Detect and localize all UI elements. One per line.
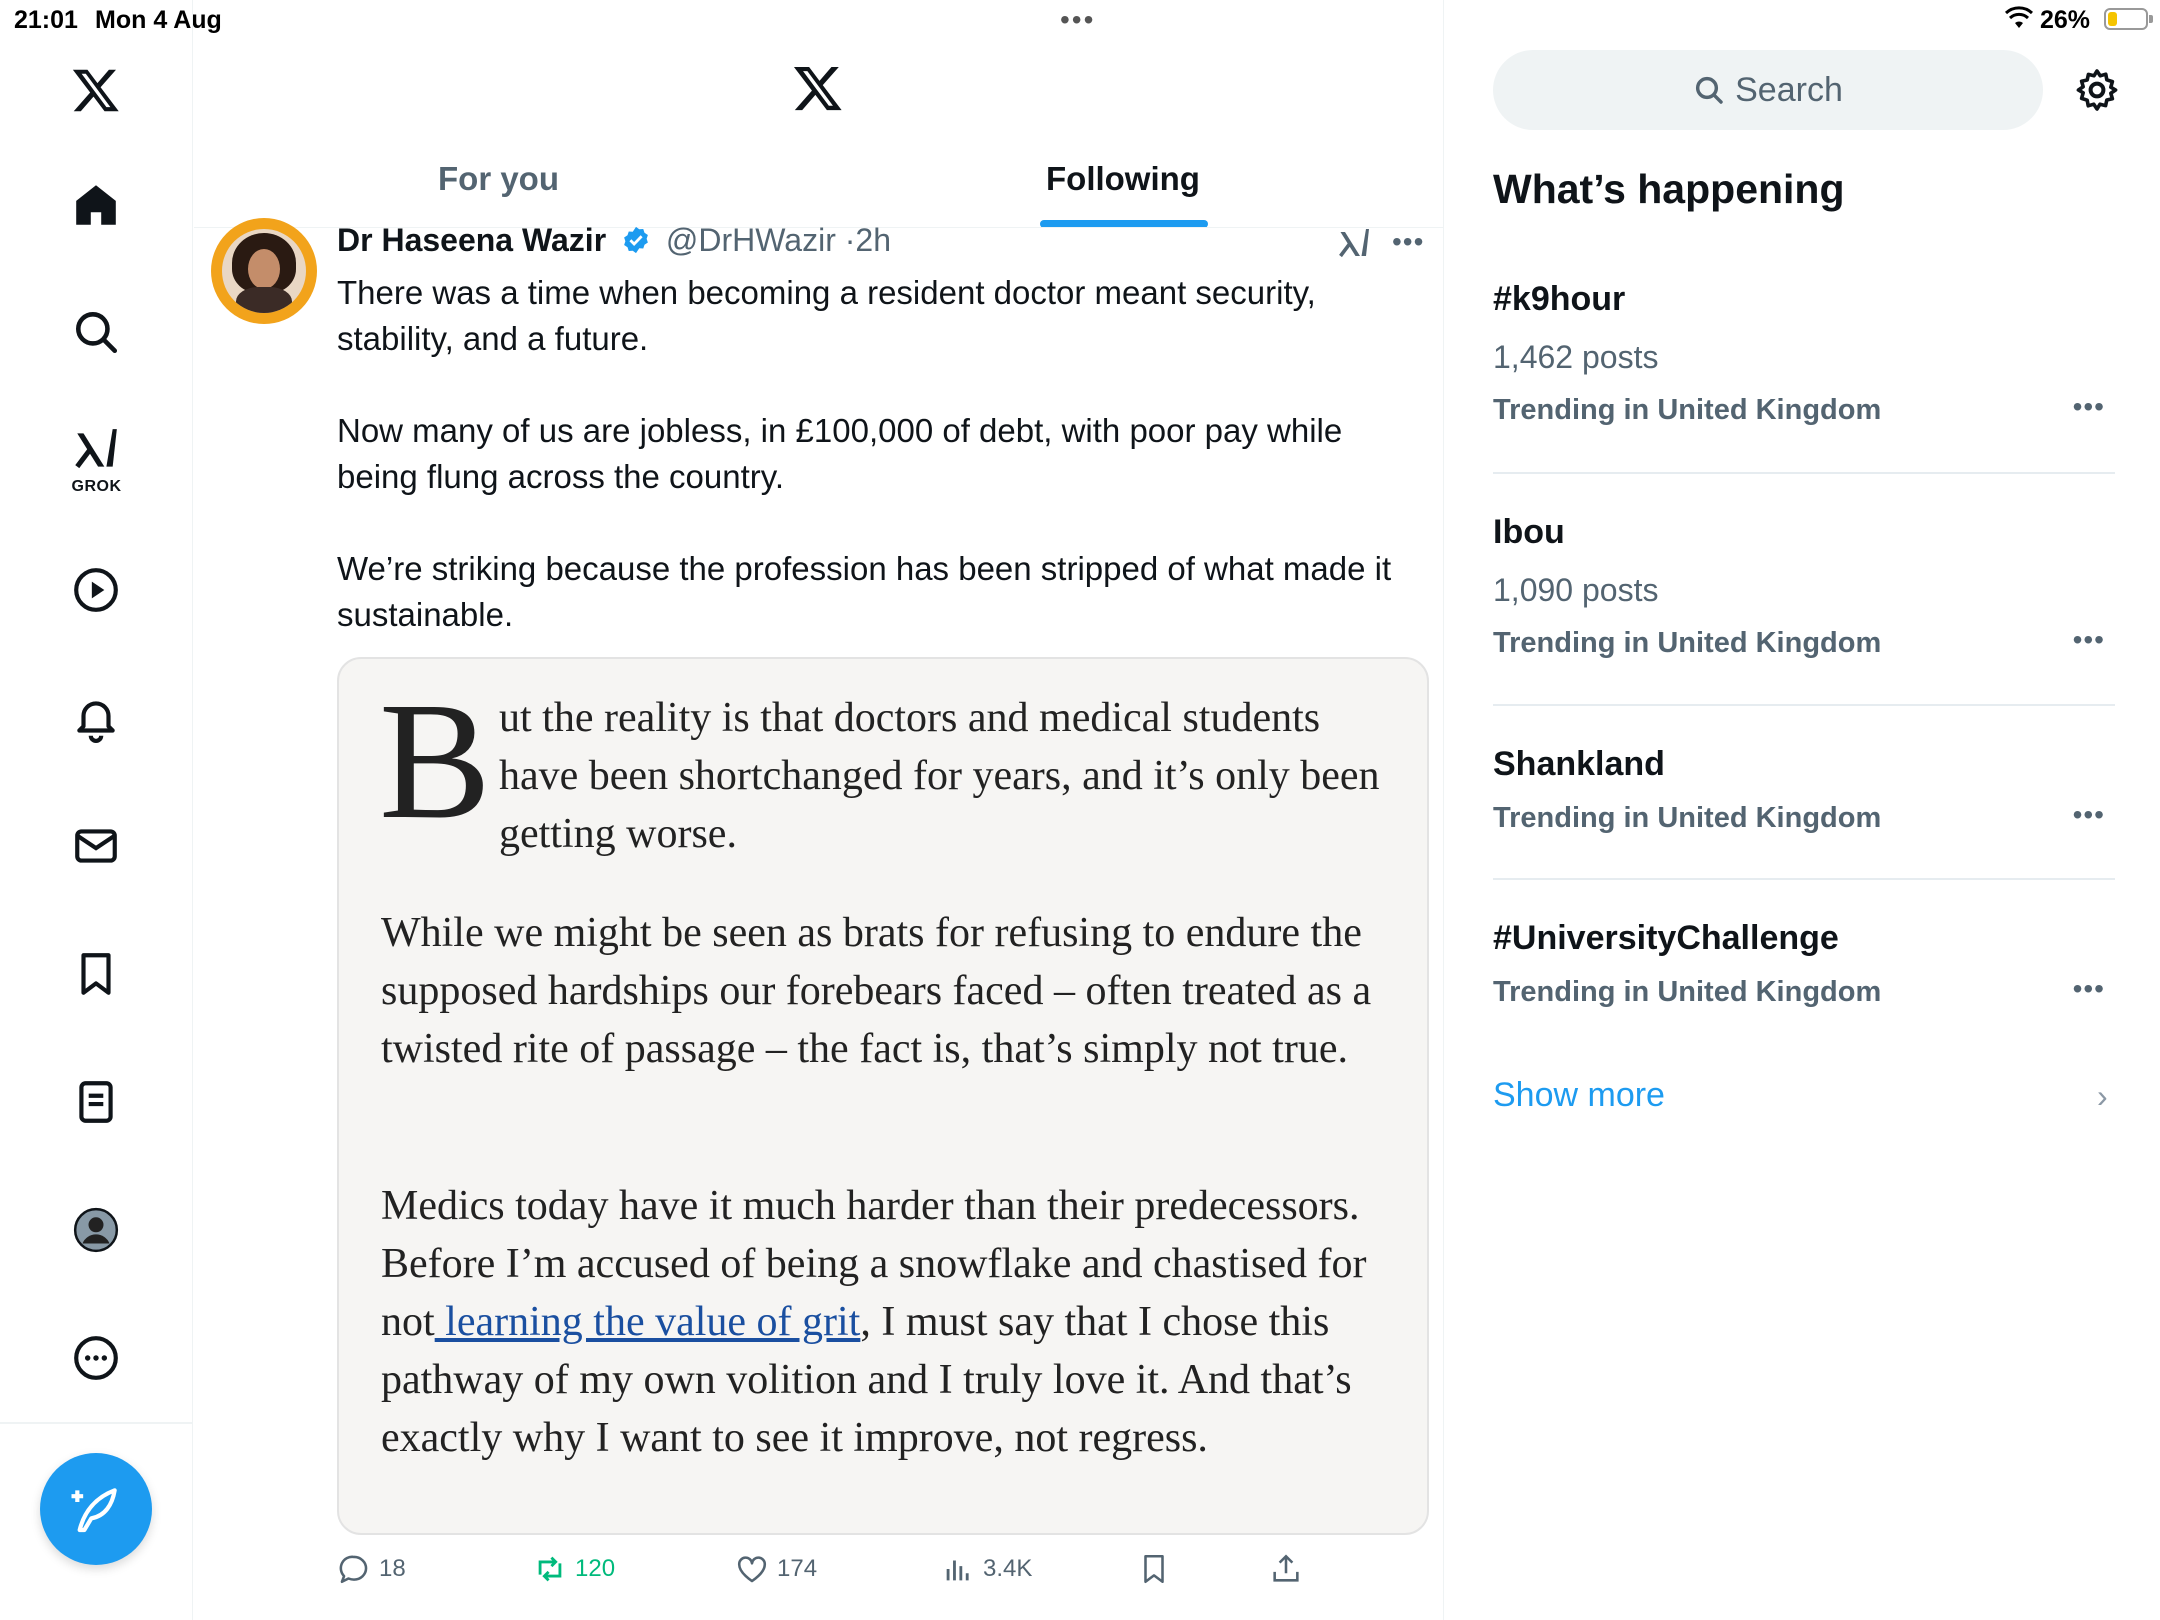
- trend-name: Shankland: [1493, 745, 1665, 783]
- author-name[interactable]: Dr Haseena Wazir: [337, 222, 607, 258]
- time-separator: ·: [844, 222, 856, 258]
- trend-location: Trending in United Kingdom: [1493, 976, 1882, 1008]
- more-icon[interactable]: [66, 1328, 126, 1388]
- tweet-paragraph: We’re striking because the profession has been stripped of what made it sustainable.: [337, 550, 1392, 633]
- trend-more-icon[interactable]: •••: [2072, 391, 2105, 422]
- show-more-link[interactable]: Show more: [1493, 1076, 1665, 1114]
- tweet-text: [337, 270, 1417, 684]
- tweet-paragraph: Now many of us are jobless, in £100,000 of debt, with poor pay while being flung across the country.: [337, 412, 1343, 495]
- grok-icon[interactable]: [66, 420, 126, 480]
- multitask-dots-icon[interactable]: •••: [1060, 4, 1096, 35]
- search-icon[interactable]: [66, 302, 126, 362]
- status-date: Mon 4 Aug: [95, 6, 222, 34]
- trend-posts: 1,462 posts: [1493, 339, 1659, 375]
- trend-more-icon[interactable]: •••: [2072, 799, 2105, 830]
- trend-location: Trending in United Kingdom: [1493, 802, 1882, 834]
- profile-avatar-icon[interactable]: [66, 1200, 126, 1260]
- lists-icon[interactable]: [66, 1072, 126, 1132]
- grok-explain-icon[interactable]: [1336, 226, 1372, 262]
- reply-button[interactable]: [337, 1552, 406, 1586]
- trend-item[interactable]: [1493, 745, 2113, 835]
- compose-post-button[interactable]: [40, 1453, 152, 1565]
- home-icon[interactable]: [66, 175, 126, 235]
- notifications-icon[interactable]: [66, 688, 126, 748]
- dropcap-letter: B: [379, 668, 492, 854]
- like-button[interactable]: [735, 1552, 817, 1586]
- bookmark-button[interactable]: [1137, 1552, 1171, 1586]
- like-count: 174: [777, 1555, 818, 1582]
- nav-divider: [0, 1422, 193, 1424]
- video-icon[interactable]: [66, 560, 126, 620]
- article-paragraph-2: While we might be seen as brats for refusing to endure the supposed hardships our forebears faced – often treated as a twisted rite of passage – the fact is, that’s simply not true.: [381, 910, 1372, 1072]
- bookmarks-icon[interactable]: [66, 944, 126, 1004]
- verified-badge-icon: [621, 225, 651, 255]
- views-button[interactable]: [941, 1552, 1032, 1586]
- compose-feather-icon: [68, 1481, 124, 1537]
- search-input[interactable]: [1493, 50, 2043, 130]
- trend-name: #UniversityChallenge: [1493, 919, 1839, 957]
- trend-name: #k9hour: [1493, 280, 1626, 318]
- status-time: 21:01: [14, 6, 78, 34]
- tweet-paragraph: There was a time when becoming a resident doctor meant security, stability, and a future.: [337, 274, 1316, 357]
- article-paragraph-1: ut the reality is that doctors and medical students have been shortchanged for years, and it’s only been getting worse.: [499, 695, 1380, 857]
- article-paragraph-3: Medics today have it much harder than their predecessors. Before I’m accused of being a snowflake and chastised for not learning the value of grit, I must say that I chose this pathway of my own volition and I truly love it. And that’s exactly why I want to see it improve, not regress.: [381, 1183, 1367, 1461]
- author-avatar[interactable]: [211, 218, 317, 324]
- share-icon: [1269, 1552, 1303, 1586]
- search-placeholder: Search: [1735, 70, 1843, 109]
- tab-for-you[interactable]: For you: [438, 160, 559, 197]
- trend-more-icon[interactable]: •••: [2072, 624, 2105, 655]
- repost-icon: [533, 1552, 567, 1586]
- repost-button[interactable]: [533, 1552, 615, 1586]
- article-image-card[interactable]: [337, 657, 1429, 1535]
- trend-name: Ibou: [1493, 513, 1565, 551]
- right-sidebar: [1445, 0, 2160, 1620]
- tweet-actions: [337, 1552, 1437, 1596]
- whats-happening-title: What’s happening: [1493, 166, 1845, 212]
- trend-location: Trending in United Kingdom: [1493, 394, 1882, 426]
- trend-more-icon[interactable]: •••: [2072, 973, 2105, 1004]
- x-logo-icon[interactable]: [66, 60, 126, 120]
- trend-item[interactable]: [1493, 280, 2113, 427]
- author-handle[interactable]: @DrHWazir: [665, 222, 836, 258]
- settings-gear-icon[interactable]: [2073, 66, 2121, 114]
- tab-following[interactable]: Following: [1046, 160, 1200, 197]
- repost-count: 120: [575, 1555, 616, 1582]
- tweet-time[interactable]: 2h: [855, 222, 891, 258]
- grit-link[interactable]: learning the value of grit: [434, 1299, 861, 1345]
- search-icon: [1693, 74, 1725, 106]
- x-logo-header-icon[interactable]: [792, 62, 844, 114]
- reply-icon: [337, 1552, 371, 1586]
- left-nav: [0, 0, 193, 1620]
- trend-item[interactable]: [1493, 919, 2113, 1009]
- messages-icon[interactable]: [66, 816, 126, 876]
- battery-percent: 26%: [2040, 6, 2091, 34]
- trend-posts: 1,090 posts: [1493, 572, 1659, 608]
- share-button[interactable]: [1269, 1552, 1303, 1586]
- trend-item[interactable]: [1493, 513, 2113, 660]
- heart-icon: [735, 1552, 769, 1586]
- trend-location: Trending in United Kingdom: [1493, 627, 1882, 659]
- reply-count: 18: [379, 1555, 406, 1582]
- bookmark-icon: [1137, 1552, 1171, 1586]
- grok-label: GROK: [71, 478, 122, 495]
- main-feed: [194, 0, 1444, 1620]
- tweet-author-line: [337, 222, 891, 259]
- views-count: 3.4K: [983, 1555, 1033, 1582]
- chevron-right-icon: ›: [2097, 1078, 2108, 1114]
- tweet-more-icon[interactable]: •••: [1392, 226, 1425, 257]
- views-chart-icon: [941, 1552, 975, 1586]
